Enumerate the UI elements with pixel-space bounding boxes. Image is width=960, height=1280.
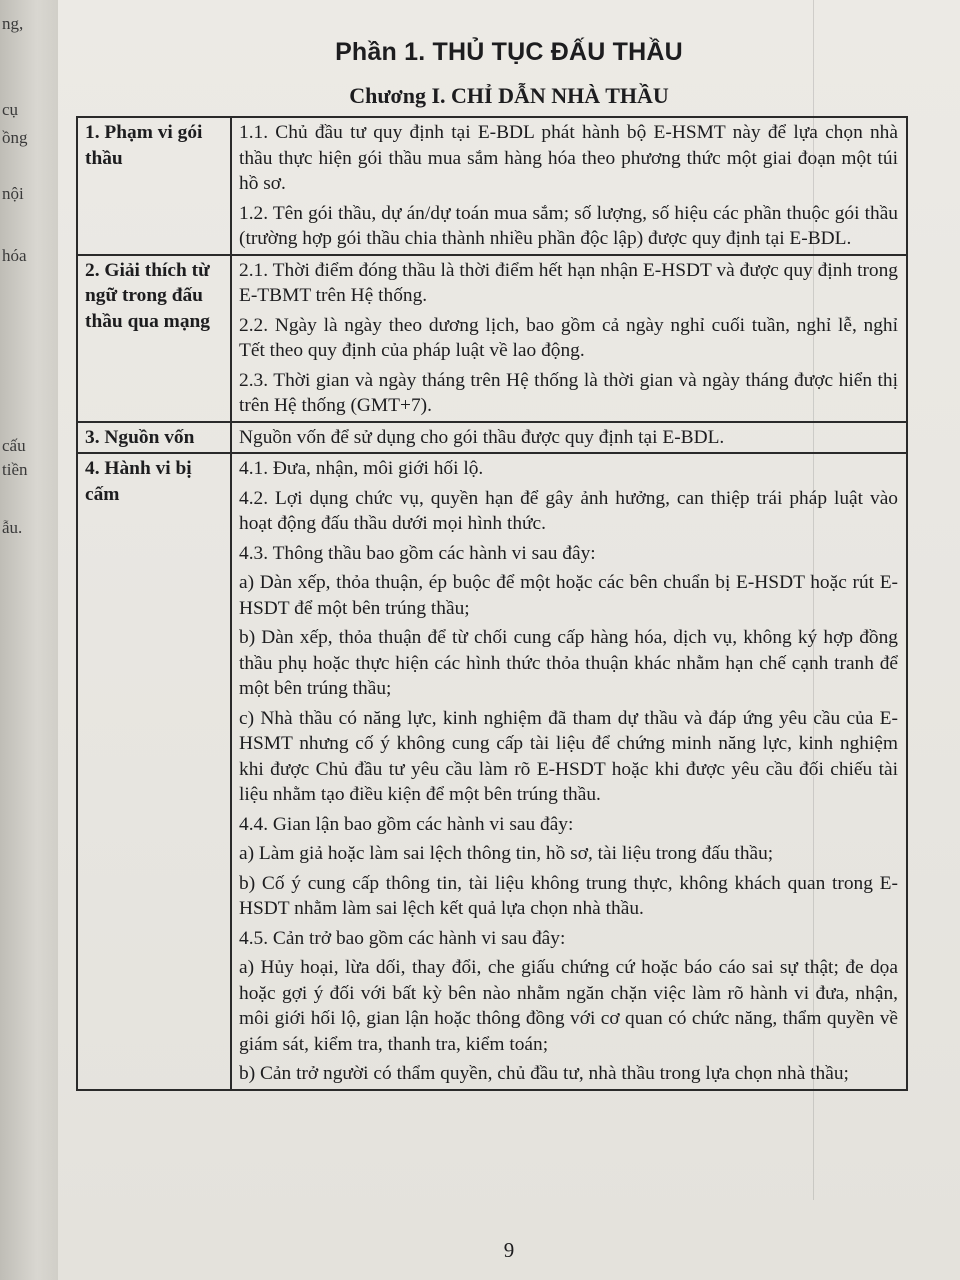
clause: b) Cố ý cung cấp thông tin, tài liệu không trung thực, không khách quan trong E-HSDT nhằm làm sai lệch kết quả lựa chọn nhà thầu.: [239, 872, 898, 919]
section-body: [231, 422, 907, 454]
clause: a) Hủy hoại, lừa dối, thay đổi, che giấu chứng cứ hoặc báo cáo sai sự thật; đe dọa hoặc gợi ý đối với bất kỳ bên nào nhằm ngăn chặn việc làm rõ hành vi đưa, nhận, môi giới hối lộ, gian lận hoặc thông đồng với cơ quan có chức năng, thẩm quyền về giám sát, kiểm tra, thanh tra, kiểm toán;: [239, 957, 898, 1055]
previous-page-edge: [0, 0, 62, 1280]
clause: b) Cản trở người có thẩm quyền, chủ đầu tư, nhà thầu trong lựa chọn nhà thầu;: [239, 1063, 849, 1084]
table-row: [77, 453, 907, 1090]
document-page: [58, 0, 960, 1280]
clause: 4.4. Gian lận bao gồm các hành vi sau đây:: [239, 813, 574, 835]
page-number: 9: [503, 1238, 515, 1262]
section-body: [231, 255, 907, 422]
chapter-title: Chương I. CHỈ DẪN NHÀ THẦU: [349, 83, 669, 108]
clause: Nguồn vốn để sử dụng cho gói thầu được quy định tại E-BDL.: [239, 426, 725, 448]
margin-fragment: ồng: [2, 128, 28, 147]
section-body: [231, 453, 907, 1090]
margin-fragment: cụ: [2, 100, 19, 119]
clause: b) Dàn xếp, thỏa thuận để từ chối cung cấp hàng hóa, dịch vụ, không ký hợp đồng thầu phụ hoặc thực hiện các hình thức thỏa thuận khác nhằm hạn chế cạnh tranh để một bên trúng thầu;: [239, 627, 898, 699]
margin-fragment: tiền: [2, 460, 28, 479]
clause: 2.2. Ngày là ngày theo dương lịch, bao gồm cả ngày nghỉ cuối tuần, nghỉ lễ, nghỉ Tết theo quy định của pháp luật về lao động.: [239, 314, 898, 361]
clause: 1.2. Tên gói thầu, dự án/dự toán mua sắm; số lượng, số hiệu các phần thuộc gói thầu (trường hợp gói thầu chia thành nhiều phần độc lập) được quy định tại E-BDL.: [239, 202, 898, 249]
clause: 4.2. Lợi dụng chức vụ, quyền hạn để gây ảnh hưởng, can thiệp trái pháp luật vào hoạt động đấu thầu dưới mọi hình thức.: [239, 487, 898, 534]
clause: 2.1. Thời điểm đóng thầu là thời điểm hết hạn nhận E-HSDT và được quy định trong E-TBMT trên Hệ thống.: [239, 259, 898, 306]
margin-fragment: cấu: [2, 436, 26, 455]
section-label: 2. Giải thích từ ngữ trong đấu thầu qua mạng: [77, 255, 231, 422]
section-label: 3. Nguồn vốn: [77, 422, 231, 454]
section-label: 4. Hành vi bị cấm: [77, 453, 231, 1090]
table-row: [77, 117, 907, 255]
part-title: Phần 1. THỦ TỤC ĐẤU THẦU: [335, 38, 683, 66]
margin-fragment: ng,: [2, 14, 24, 33]
section-body: [231, 117, 907, 255]
margin-fragment: ẫu.: [2, 518, 23, 537]
margin-fragment: nội: [2, 184, 24, 203]
clause: a) Dàn xếp, thỏa thuận, ép buộc để một hoặc các bên chuẩn bị E-HSDT hoặc rút E-HSDT để một bên trúng thầu;: [239, 572, 898, 619]
margin-fragment: hóa: [2, 246, 27, 265]
clause: c) Nhà thầu có năng lực, kinh nghiệm đã tham dự thầu và đáp ứng yêu cầu của E-HSMT nhưng cố ý không cung cấp tài liệu để chứng minh năng lực, kinh nghiệm khi được Chủ đầu tư yêu cầu làm rõ E-HSDT hoặc khi được yêu cầu đối chiếu tài liệu nhằm tạo điều kiện để một bên trúng thầu.: [239, 707, 898, 805]
bidder-instructions-table: [76, 116, 908, 1091]
clause: 4.1. Đưa, nhận, môi giới hối lộ.: [239, 458, 484, 479]
clause: 2.3. Thời gian và ngày tháng trên Hệ thống là thời gian và ngày tháng được hiển thị trên Hệ thống (GMT+7).: [239, 369, 898, 416]
clause: 4.3. Thông thầu bao gồm các hành vi sau đây:: [239, 542, 596, 564]
clause: 4.5. Cản trở bao gồm các hành vi sau đây:: [239, 927, 566, 949]
clause: 1.1. Chủ đầu tư quy định tại E-BDL phát hành bộ E-HSMT này để lựa chọn nhà thầu thực hiện gói thầu mua sắm hàng hóa theo phương thức một giai đoạn một túi hồ sơ.: [239, 122, 898, 194]
section-label: 1. Phạm vi gói thầu: [77, 117, 231, 255]
clause: a) Làm giả hoặc làm sai lệch thông tin, hồ sơ, tài liệu trong đấu thầu;: [239, 843, 774, 864]
table-row: [77, 255, 907, 422]
table-row: [77, 422, 907, 454]
